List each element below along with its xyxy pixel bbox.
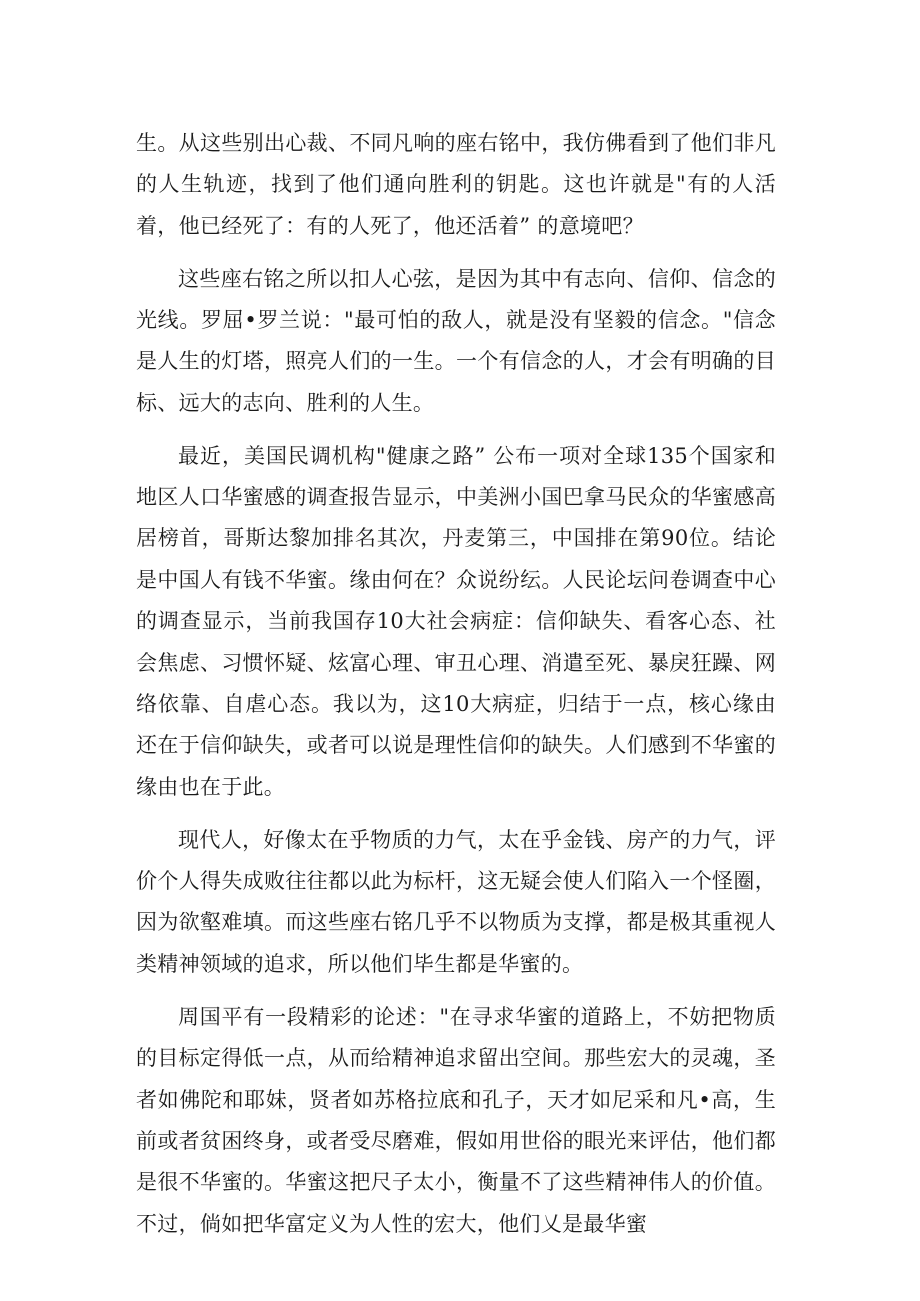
- paragraph-belief: 这些座右铭之所以扣人心弦，是因为其中有志向、信仰、信念的光线。罗屈•罗兰说："最可怕的敌人，就是没有坚毅的信念。"信念是人生的灯塔，照亮人们的一生。一个有信念的人，才会有明确的目标、远大的志向、胜利的人生。: [136, 266, 776, 415]
- paragraph-continuation: 生。从这些别出心裁、不同凡响的座右铭中，我仿佛看到了他们非凡的人生轨迹，找到了他们通向胜利的钥匙。这也许就是"有的人活着，他已经死了：有的人死了，他还活着” 的意境吧？: [136, 131, 776, 238]
- paragraph-happiness-survey: 最近，美国民调机构"健康之路” 公布一项对全球135个国家和地区人口华蜜感的调查报告显示，中美洲小国巴拿马民众的华蜜感高居榜首，哥斯达黎加排名其次，丹麦第三，中国排在第90位。结论是中国人有钱不华蜜。缘由何在？众说纷纭。人民论坛问卷调查中心的调查显示，当前我国存10大社会病症：信仰缺失、看客心态、社会焦虑、习惯怀疑、炫富心理、审丑心理、消遣至死、暴戾狂躁、网络依靠、自虐心态。我以为，这10大病症，归结于一点，核心缘由还在于信仰缺失，或者可以说是理性信仰的缺失。人们感到不华蜜的缘由也在于此。: [136, 443, 776, 799]
- paragraph-modern-people: 现代人，好像太在乎物质的力气，太在乎金钱、房产的力气，评价个人得失成败往往都以此为标杆，这无疑会使人们陷入一个怪圈，因为欲壑难填。而这些座右铭几乎不以物质为支撑，都是极其重视人类精神领域的追求，所以他们毕生都是华蜜的。: [136, 827, 776, 976]
- document-body: [136, 123, 776, 1245]
- paragraph-zhou-guoping-quote: 周国平有一段精彩的论述："在寻求华蜜的道路上，不妨把物质的目标定得低一点，从而给精神追求留出空间。那些宏大的灵魂，圣者如佛陀和耶妹，贤者如苏格拉底和孔子，天才如尼采和凡•高，生前或者贫困终身，或者受尽磨难，假如用世俗的眼光来评估，他们都是很不华蜜的。华蜜这把尺子太小，衡量不了这些精神伟人的价值。不过，倘如把华富定义为人性的宏大，他们乂是最华蜜: [136, 1004, 776, 1236]
